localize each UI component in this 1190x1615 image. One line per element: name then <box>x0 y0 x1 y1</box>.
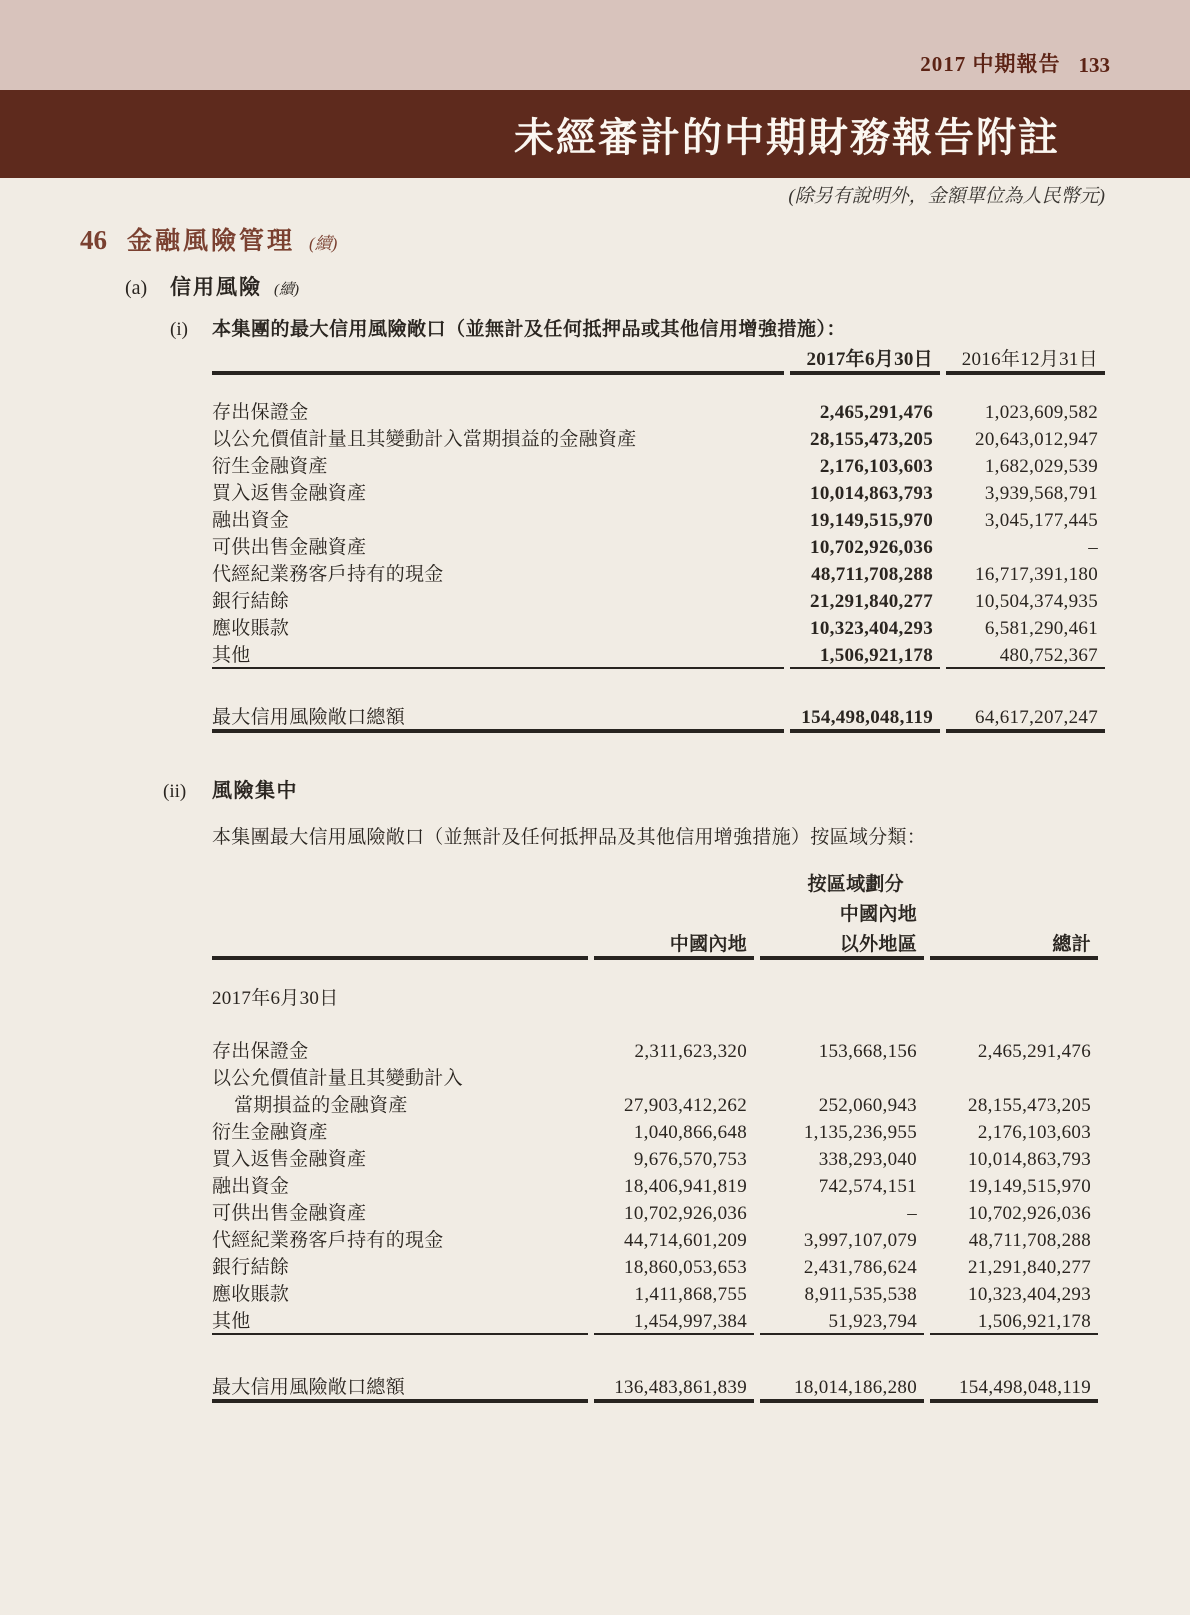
section-title: 金融風險管理 <box>127 228 296 255</box>
cell-v2016: 1,023,609,582 <box>984 402 1098 423</box>
max-credit-exposure-table <box>206 341 1111 733</box>
report-label: 2017 中期報告 <box>920 52 1061 76</box>
column-header-2017: 2017年6月30日 <box>806 349 933 370</box>
table1-header <box>212 341 1105 397</box>
table-row <box>212 1279 1098 1306</box>
table-row <box>212 532 1105 559</box>
cell-v2016: 3,939,568,791 <box>984 483 1098 504</box>
cell-v_cn: 1,411,868,755 <box>634 1284 747 1305</box>
cell-v_total: 48,711,708,288 <box>968 1230 1091 1251</box>
cell-v2017: 2,176,103,603 <box>819 456 933 477</box>
table1-body <box>212 397 1105 667</box>
cell-v2017: 28,155,473,205 <box>810 429 933 450</box>
rule-segment <box>930 1399 1098 1403</box>
table-row <box>212 397 1105 424</box>
cell-label: 當期損益的金融資產 <box>234 1095 408 1116</box>
cell-v_total <box>930 1063 1098 1090</box>
cell-v2017: 2,465,291,476 <box>819 402 933 423</box>
rule-segment <box>946 729 1105 733</box>
cell-v2016: 1,682,029,539 <box>984 456 1098 477</box>
cell-v_total: 10,702,926,036 <box>968 1203 1091 1224</box>
cell-v_total: 10,014,863,793 <box>968 1149 1091 1170</box>
table-row <box>212 505 1105 532</box>
spacer-cell <box>212 1335 1098 1369</box>
column-header-mainland-cn: 中國內地 <box>669 934 747 955</box>
header-spacer-cell <box>212 866 588 896</box>
currency-note: (除另有說明外，金額單位為人民幣元) <box>788 186 1105 207</box>
subsection-a-heading <box>125 274 1190 303</box>
table2-header <box>212 866 1098 1036</box>
cell-v2016: – <box>1088 537 1098 558</box>
column-header-2016: 2016年12月31日 <box>961 349 1098 370</box>
cell-label: 以公允價值計量且其變動計入當期損益的金融資產 <box>212 429 637 450</box>
spacer-cell <box>212 669 1105 699</box>
total-value-2016: 64,617,207,247 <box>975 707 1098 728</box>
cell-label: 以公允價值計量且其變動計入 <box>212 1068 463 1089</box>
continued-marker: (續) <box>274 282 299 298</box>
cell-label: 可供出售金融資產 <box>212 1203 367 1224</box>
cell-v_cn: 1,454,997,384 <box>633 1311 747 1332</box>
group-header-row <box>212 866 1098 896</box>
cell-label: 應收賬款 <box>212 618 290 639</box>
cell-v2017: 10,323,404,293 <box>810 618 933 639</box>
cell-v_cn: 9,676,570,753 <box>633 1149 747 1170</box>
date-label-row <box>212 982 1098 1010</box>
cell-label: 衍生金融資產 <box>212 1122 328 1143</box>
table-row <box>212 1063 1098 1090</box>
table-spacer <box>212 375 1105 397</box>
cell-label: 應收賬款 <box>212 1284 290 1305</box>
rule-segment <box>212 1399 588 1403</box>
table-row <box>212 1144 1098 1171</box>
column-header-outside-cn-line1: 中國內地 <box>839 904 917 925</box>
column-header-row <box>212 341 1105 371</box>
cell-v_cn: 2,311,623,320 <box>634 1041 747 1062</box>
cell-label: 銀行結餘 <box>212 1257 290 1278</box>
cell-label: 可供出售金融資產 <box>212 537 367 558</box>
header-spacer-cell <box>212 926 588 956</box>
page-number: 133 <box>1078 53 1110 77</box>
cell-label: 買入返售金融資產 <box>212 483 367 504</box>
cell-v2017: 21,291,840,277 <box>810 591 933 612</box>
total-value-mainland-cn: 136,483,861,839 <box>614 1377 747 1398</box>
document-title: 未經審計的中期財務報告附註 <box>514 114 1060 160</box>
total-row <box>212 699 1105 729</box>
cell-v_total: 28,155,473,205 <box>968 1095 1091 1116</box>
header-spacer-cell <box>594 896 754 926</box>
table-row <box>212 451 1105 478</box>
column-header-total: 總計 <box>1052 934 1091 955</box>
region-concentration-table <box>206 866 1104 1403</box>
table-row <box>212 1090 1098 1117</box>
header-spacer-cell <box>930 896 1098 926</box>
table-row <box>212 640 1105 667</box>
table-row <box>212 586 1105 613</box>
rule-segment <box>594 1399 754 1403</box>
cell-label: 存出保證金 <box>212 402 309 423</box>
total-value-outside-cn: 18,014,186,280 <box>794 1377 917 1398</box>
table2-body <box>212 1036 1098 1333</box>
cell-v_total: 2,176,103,603 <box>977 1122 1091 1143</box>
cell-label: 代經紀業務客戶持有的現金 <box>212 1230 444 1251</box>
table-row <box>212 1252 1098 1279</box>
item-ii-text: 本集團最大信用風險敞口（並無計及任何抵押品及其他信用增強措施）按區域分類： <box>212 827 927 848</box>
cell-label: 融出資金 <box>212 510 290 531</box>
cell-v_total: 1,506,921,178 <box>977 1311 1091 1332</box>
table-row <box>212 1225 1098 1252</box>
header-spacer-cell <box>594 866 754 896</box>
cell-v2016: 16,717,391,180 <box>975 564 1098 585</box>
column-header-row-line2 <box>212 896 1098 926</box>
cell-v_total: 21,291,840,277 <box>968 1257 1091 1278</box>
item-i-text: 本集團的最大信用風險敞口（並無計及任何抵押品或其他信用增強措施）： <box>212 319 847 340</box>
table-row <box>212 1171 1098 1198</box>
total-label: 最大信用風險敞口總額 <box>212 1377 406 1398</box>
cell-v2017: 10,702,926,036 <box>810 537 933 558</box>
cell-v2017: 10,014,863,793 <box>810 483 933 504</box>
cell-label: 其他 <box>212 1311 251 1332</box>
spacer-cell <box>212 1010 1098 1036</box>
table-rule-thick <box>212 1399 1098 1403</box>
continued-marker: (續) <box>309 234 338 253</box>
table-row <box>212 1198 1098 1225</box>
cell-v_cn: 27,903,412,262 <box>624 1095 747 1116</box>
table-row <box>212 424 1105 451</box>
cell-label: 其他 <box>212 645 251 666</box>
header-spacer-cell <box>212 341 784 371</box>
cell-v2016: 10,504,374,935 <box>975 591 1098 612</box>
table-row <box>212 1117 1098 1144</box>
cell-v_ex: 1,135,236,955 <box>803 1122 917 1143</box>
rule-segment <box>760 1399 924 1403</box>
cell-v_ex: 153,668,156 <box>818 1041 917 1062</box>
cell-label: 存出保證金 <box>212 1041 309 1062</box>
cell-v2016: 480,752,367 <box>999 645 1098 666</box>
rule-segment <box>212 729 784 733</box>
spacer-cell <box>212 960 1098 982</box>
cell-label: 代經紀業務客戶持有的現金 <box>212 564 444 585</box>
table-spacer <box>212 1010 1098 1036</box>
subsection-a-label: (a) <box>125 277 148 299</box>
column-header-row-line3 <box>212 926 1098 956</box>
spacer-cell <box>212 375 1105 397</box>
cell-v_cn: 10,702,926,036 <box>624 1203 747 1224</box>
item-i-label: (i) <box>170 319 188 340</box>
cell-v2016: 6,581,290,461 <box>984 618 1098 639</box>
cell-v_ex: 338,293,040 <box>818 1149 917 1170</box>
cell-v_cn <box>594 1063 754 1090</box>
header-band <box>0 0 1190 90</box>
cell-v_cn: 1,040,866,648 <box>633 1122 747 1143</box>
cell-v_ex: 3,997,107,079 <box>803 1230 917 1251</box>
cell-v_ex: – <box>907 1203 917 1224</box>
cell-v_ex: 2,431,786,624 <box>803 1257 917 1278</box>
cell-v_cn: 18,406,941,819 <box>624 1176 747 1197</box>
cell-v_total: 2,465,291,476 <box>977 1041 1091 1062</box>
cell-v_cn: 18,860,053,653 <box>624 1257 747 1278</box>
cell-v2017: 19,149,515,970 <box>810 510 933 531</box>
cell-v_cn: 44,714,601,209 <box>624 1230 747 1251</box>
table1-footer <box>212 667 1105 733</box>
table-spacer <box>212 960 1098 982</box>
cell-label: 融出資金 <box>212 1176 290 1197</box>
table-row <box>212 478 1105 505</box>
header-spacer-cell <box>930 866 1098 896</box>
table-row <box>212 1306 1098 1333</box>
column-header-outside-cn-line2: 以外地區 <box>839 934 917 955</box>
cell-v_total: 19,149,515,970 <box>968 1176 1091 1197</box>
item-ii-label: (ii) <box>163 781 187 802</box>
cell-v2016: 3,045,177,445 <box>984 510 1098 531</box>
item-ii-title: 風險集中 <box>212 780 298 802</box>
total-value-2017: 154,498,048,119 <box>801 707 933 728</box>
subsection-a-title: 信用風險 <box>170 275 262 299</box>
total-label: 最大信用風險敞口總額 <box>212 707 406 728</box>
cell-v2017: 1,506,921,178 <box>819 645 933 666</box>
cell-v_ex: 252,060,943 <box>818 1095 917 1116</box>
table-row <box>212 559 1105 586</box>
table-row <box>212 613 1105 640</box>
cell-v_ex <box>760 1063 924 1090</box>
cell-v2016: 20,643,012,947 <box>975 429 1098 450</box>
group-header-by-region: 按區域劃分 <box>807 874 904 895</box>
section-heading-46 <box>80 224 1190 260</box>
item-ii-heading <box>163 779 1190 804</box>
date-label: 2017年6月30日 <box>212 988 339 1009</box>
section-number: 46 <box>80 225 107 255</box>
cell-label: 銀行結餘 <box>212 591 290 612</box>
cell-v2017: 48,711,708,288 <box>811 564 933 585</box>
table-rule-thick <box>212 729 1105 733</box>
table2-footer <box>212 1333 1098 1403</box>
total-row <box>212 1369 1098 1399</box>
table-spacer <box>212 669 1105 699</box>
table-spacer <box>212 1335 1098 1369</box>
table-row <box>212 1036 1098 1063</box>
cell-label: 衍生金融資產 <box>212 456 328 477</box>
cell-v_ex: 51,923,794 <box>828 1311 917 1332</box>
title-band <box>0 90 1190 178</box>
cell-v_ex: 8,911,535,538 <box>804 1284 917 1305</box>
total-value-total: 154,498,048,119 <box>958 1377 1091 1398</box>
cell-v_total: 10,323,404,293 <box>968 1284 1091 1305</box>
cell-label: 買入返售金融資產 <box>212 1149 367 1170</box>
rule-segment <box>790 729 940 733</box>
item-i-heading <box>170 319 1190 341</box>
cell-v_ex: 742,574,151 <box>818 1176 917 1197</box>
header-spacer-cell <box>212 896 588 926</box>
